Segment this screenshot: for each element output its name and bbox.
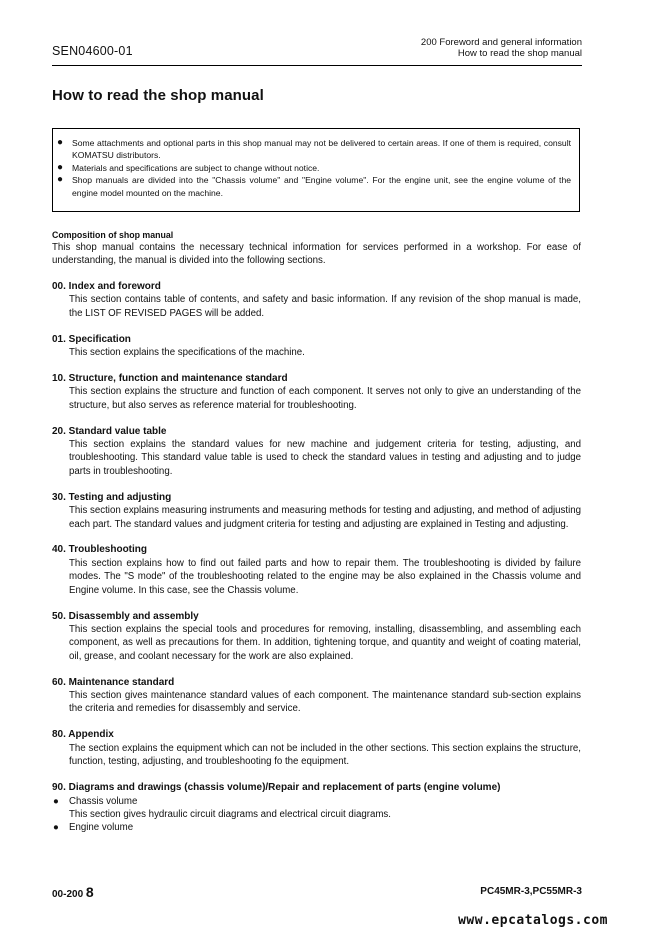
section-title: 50. Disassembly and assembly <box>52 610 199 622</box>
watermark: www.epcatalogs.com <box>458 913 608 928</box>
section-title: 00. Index and foreword <box>52 280 161 292</box>
notice-item <box>57 137 571 162</box>
section-body: This section contains table of contents, and safety and basic information. If any revision of the shop manual is made, the LIST OF REVISED PAGES will be added. <box>69 294 581 319</box>
notice-item <box>57 162 571 174</box>
section-90 <box>52 781 581 835</box>
document-code: SEN04600-01 <box>52 44 133 58</box>
section-00 <box>52 280 581 320</box>
composition-intro: This shop manual contains the necessary technical information for services performed in a workshop. For ease of understanding, the manual is divided into the following sections. <box>52 242 581 267</box>
section-body: The section explains the equipment which can not be included in the other sections. This section explains the structure, function, testing, adjusting, and troubleshooting fo the equipment. <box>69 742 581 768</box>
section-40 <box>52 543 581 597</box>
notice-item <box>57 174 571 199</box>
header-section-info <box>421 37 582 59</box>
section-30 <box>52 491 581 531</box>
list-item-label: Engine volume <box>69 822 134 834</box>
section-title: 10. Structure, function and maintenance standard <box>52 372 288 384</box>
section-title: 30. Testing and adjusting <box>52 491 172 503</box>
section-title: 01. Specification <box>52 333 131 345</box>
section-body: This section gives hydraulic circuit diagrams and electrical circuit diagrams. <box>69 808 391 820</box>
page-title: How to read the shop manual <box>52 87 264 104</box>
bullet-icon: ● <box>57 174 64 186</box>
list-item-label: Chassis volume <box>69 795 138 807</box>
page-number <box>52 884 94 900</box>
header-section-line: 200 Foreword and general information <box>420 37 582 48</box>
bullet-icon: ● <box>53 795 59 807</box>
section-title: 20. Standard value table <box>52 425 167 437</box>
bullet-icon: ● <box>57 137 64 148</box>
section-title: 60. Maintenance standard <box>52 676 175 688</box>
header-topic-line: How to read the shop manual <box>457 48 582 59</box>
section-title: 40. Troubleshooting <box>52 544 148 556</box>
header-rule <box>52 65 582 66</box>
section-body: This section explains the specifications of the machine. <box>69 346 305 358</box>
page-prefix: 00-200 <box>52 889 84 900</box>
section-01 <box>52 333 581 360</box>
footer-models: PC45MR-3,PC55MR-3 <box>480 886 582 897</box>
section-body: This section explains the structure and function of each component. It serves not only to give an understanding of the structure, but also serves as reference material for troubleshooting. <box>69 386 581 411</box>
notice-box <box>52 128 580 212</box>
bullet-icon: ● <box>57 161 64 173</box>
section-10 <box>52 372 581 412</box>
bullet-icon: ● <box>53 822 59 834</box>
section-20 <box>52 425 581 479</box>
notice-text: Shop manuals are divided into the "Chassis volume" and "Engine volume". For the engine unit, see the engine volume of the engine model mounted on the machine. <box>72 175 571 198</box>
section-body: This section explains the standard values for new machine and judgement criteria for testing, adjusting, and troubleshooting. This standard value table is used to check the standard values in testing and adjusting and to judge parts in troubleshooting. <box>69 438 581 477</box>
section-80 <box>52 728 581 768</box>
notice-text: Materials and specifications are subject to change without notice. <box>72 162 320 173</box>
composition-title: Composition of shop manual <box>52 230 174 240</box>
list-item <box>52 795 581 808</box>
section-body: This section explains how to find out failed parts and how to repair them. The troubleshooting is divided by failure modes. The "S mode" of the troubleshooting related to the engine may be also explained in the Chassis volume and Engine volume. In this case, see the Chassis volume. <box>69 557 581 596</box>
section-body: This section explains measuring instruments and measuring methods for testing and adjusting, and method of adjusting each part. The standard values and judgment criteria for testing and adjusting are explained in Testing and adjusting. <box>69 505 581 530</box>
list-item <box>52 821 581 834</box>
section-50 <box>52 610 581 664</box>
section-title: 90. Diagrams and drawings (chassis volume)/Repair and replacement of parts (engine volume) <box>52 782 501 794</box>
section-title: 80. Appendix <box>52 729 114 741</box>
notice-text: Some attachments and optional parts in this shop manual may not be delivered to certain areas. If one of them is required, consult KOMATSU distributors. <box>72 138 571 161</box>
section-body: This section gives maintenance standard values of each component. The maintenance standard sub-section explains the criteria and remedies for disassembly and service. <box>69 690 581 715</box>
main-content <box>52 229 581 847</box>
section-60 <box>52 676 581 716</box>
page-number-value: 8 <box>85 884 94 900</box>
section-body: This section explains the special tools and procedures for removing, installing, disassembling, and assembling each component, as well as precautions for them. In addition, tightening torque, and quantity and weight of coating material, oil, grease, and coolant necessary for the work are also explained. <box>69 623 581 662</box>
